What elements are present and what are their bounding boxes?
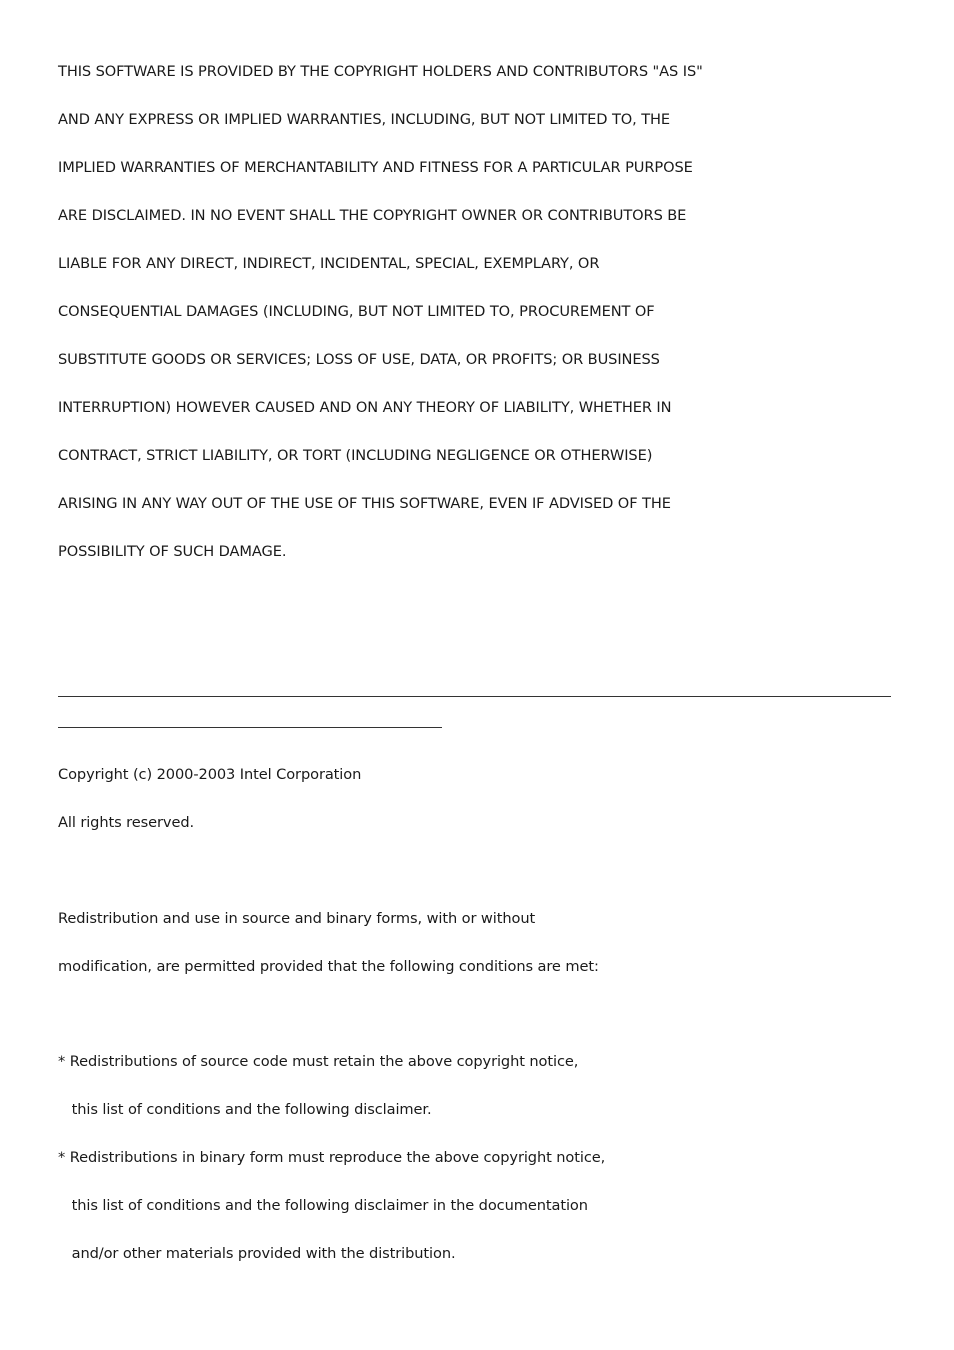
separator-rule-short [58, 727, 442, 728]
disclaimer-line: ARE DISCLAIMED. IN NO EVENT SHALL THE COPYRIGHT OWNER OR CONTRIBUTORS BE [58, 207, 687, 224]
condition-line: this list of conditions and the following disclaimer. [58, 1101, 432, 1118]
separator-rule [58, 696, 891, 697]
copyright-notice: Copyright (c) 2000-2003 Intel Corporation [58, 766, 362, 783]
condition-line: * Redistributions in binary form must reproduce the above copyright notice, [58, 1149, 606, 1166]
disclaimer-line: INTERRUPTION) HOWEVER CAUSED AND ON ANY THEORY OF LIABILITY, WHETHER IN [58, 399, 672, 416]
license-intro-line: modification, are permitted provided that the following conditions are met: [58, 958, 599, 975]
rights-statement: All rights reserved. [58, 814, 195, 831]
condition-line: and/or other materials provided with the distribution. [58, 1245, 456, 1262]
disclaimer-line: LIABLE FOR ANY DIRECT, INDIRECT, INCIDENTAL, SPECIAL, EXEMPLARY, OR [58, 255, 600, 272]
license-intro-line: Redistribution and use in source and binary forms, with or without [58, 910, 536, 927]
disclaimer-line: AND ANY EXPRESS OR IMPLIED WARRANTIES, INCLUDING, BUT NOT LIMITED TO, THE [58, 111, 671, 128]
disclaimer-line: ARISING IN ANY WAY OUT OF THE USE OF THIS SOFTWARE, EVEN IF ADVISED OF THE [58, 495, 671, 512]
disclaimer-line: THIS SOFTWARE IS PROVIDED BY THE COPYRIGHT HOLDERS AND CONTRIBUTORS "AS IS" [58, 63, 703, 80]
disclaimer-line: POSSIBILITY OF SUCH DAMAGE. [58, 543, 287, 560]
disclaimer-line: SUBSTITUTE GOODS OR SERVICES; LOSS OF USE, DATA, OR PROFITS; OR BUSINESS [58, 351, 660, 368]
disclaimer-line: CONTRACT, STRICT LIABILITY, OR TORT (INCLUDING NEGLIGENCE OR OTHERWISE) [58, 447, 653, 464]
condition-line: this list of conditions and the following disclaimer in the documentation [58, 1197, 588, 1214]
disclaimer-line: CONSEQUENTIAL DAMAGES (INCLUDING, BUT NOT LIMITED TO, PROCUREMENT OF [58, 303, 655, 320]
condition-line: * Redistributions of source code must retain the above copyright notice, [58, 1053, 579, 1070]
disclaimer-line: IMPLIED WARRANTIES OF MERCHANTABILITY AND FITNESS FOR A PARTICULAR PURPOSE [58, 159, 693, 176]
